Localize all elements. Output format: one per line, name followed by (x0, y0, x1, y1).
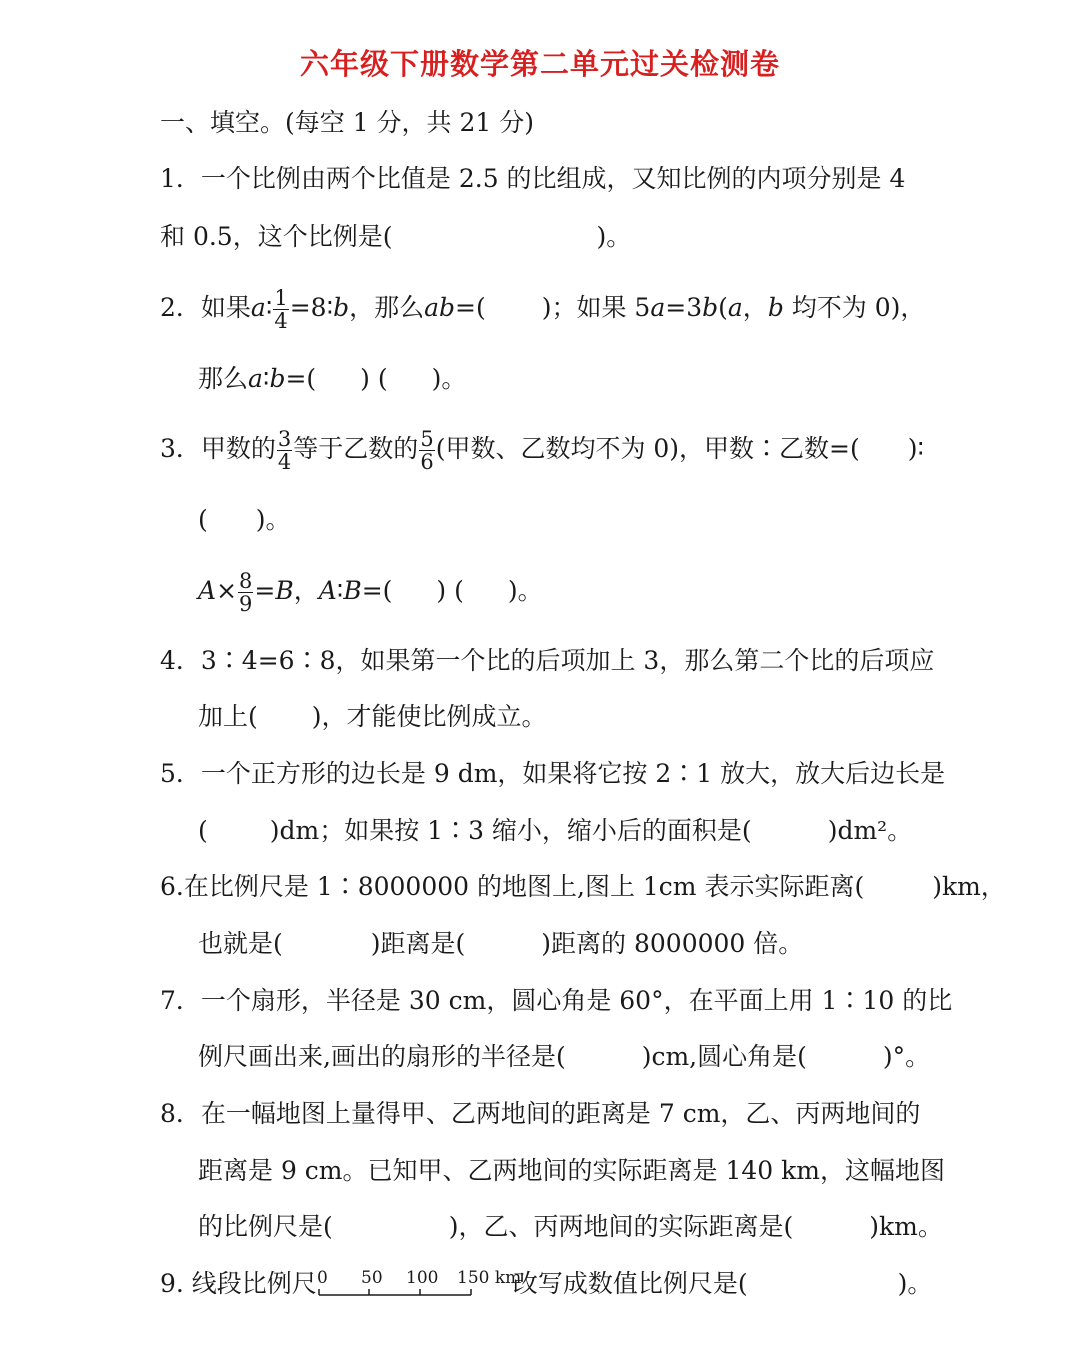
question-3-line-2 (198, 503, 291, 537)
q5-text: )dm；如果按 1∶3 缩小，缩小后的面积是( (269, 816, 752, 845)
var-a: a (650, 293, 666, 322)
var-a: a (727, 293, 743, 322)
q2-text: )。 (431, 364, 467, 393)
fraction-denominator: 9 (239, 592, 253, 616)
q2-text: ( (718, 293, 728, 322)
q9-text: 改写成数值比例尺是( (512, 1269, 748, 1298)
question-4-line-2 (198, 700, 547, 734)
q6-text: )距离是( (370, 929, 466, 958)
q7-text: )cm,圆心角是( (641, 1042, 807, 1071)
q3-text: )。 (255, 505, 291, 534)
q9-text: 9. 线段比例尺 (160, 1269, 317, 1298)
q8-text: )，乙、丙两地间的实际距离是( (448, 1212, 794, 1241)
q3-text: ) ( (436, 576, 464, 605)
var-a: a (250, 293, 266, 322)
ratio-colon: ∶ (265, 293, 273, 322)
question-7-line-1: 7．一个扇形，半径是 30 cm，圆心角是 60°，在平面上用 1∶10 的比 (160, 986, 953, 1015)
scale-label-50: 50 (360, 1267, 383, 1288)
question-3-line-3 (198, 570, 543, 615)
question-8-line-1: 8．在一幅地图上量得甲、乙两地间的距离是 7 cm，乙、丙两地间的 (160, 1099, 921, 1128)
fraction-denominator: 4 (277, 450, 292, 474)
q3-text: )∶ (907, 434, 925, 463)
q4-text: )，才能使比例成立。 (311, 702, 547, 731)
q2-text: =8∶ (289, 293, 334, 322)
q6-text: 也就是( (198, 929, 283, 958)
var-A: A (198, 576, 217, 605)
times-sign: × (216, 576, 238, 605)
q9-text: )。 (897, 1269, 933, 1298)
q2-text: 那么 (198, 364, 249, 393)
scale-label-0: 0 (316, 1267, 328, 1288)
q2-text: ) ( (360, 364, 388, 393)
q3-text: 甲数的 (200, 434, 276, 463)
var-B: B (275, 576, 294, 605)
q1-text-b: )。 (596, 222, 632, 251)
question-4-line-1: 4．3∶4=6∶8，如果第一个比的后项加上 3，那么第二个比的后项应 (160, 646, 935, 675)
q7-text: 例尺画出来,画出的扇形的半径是( (198, 1042, 566, 1071)
question-2-line-1 (160, 287, 925, 332)
var-b: b (767, 293, 784, 322)
question-1-line-1: 1．一个比例由两个比值是 2.5 的比组成，又知比例的内项分别是 4 (160, 164, 906, 193)
q8-text: )km。 (869, 1212, 943, 1241)
section-heading: 一、填空。(每空 1 分，共 21 分) (160, 108, 535, 137)
q2-text: ， (742, 293, 768, 322)
var-b: b (269, 364, 286, 393)
scale-label-150km: 150 km (456, 1267, 522, 1288)
fraction-1-4 (273, 287, 288, 332)
q3-number: 3． (160, 434, 201, 463)
question-1-line-2 (160, 220, 631, 254)
fraction-3-4 (277, 428, 292, 473)
q4-text: 加上( (198, 702, 258, 731)
ratio-colon: ∶ (262, 364, 270, 393)
question-8-line-3 (198, 1210, 943, 1244)
question-2-line-2 (198, 362, 466, 396)
fraction-8-9 (238, 570, 253, 615)
fraction-denominator: 4 (274, 309, 288, 333)
question-5-line-2 (198, 814, 912, 848)
line-scale-bar (316, 1267, 522, 1303)
q2-text: =( (455, 293, 486, 322)
var-a: a (248, 364, 263, 393)
fraction-numerator: 8 (239, 569, 253, 593)
q3-text: 等于乙数的 (293, 434, 419, 463)
q2-text: )；如果 5 (541, 293, 651, 322)
fraction-denominator: 6 (420, 450, 434, 474)
equals-sign: = (254, 576, 276, 605)
question-5-line-1: 5．一个正方形的边长是 9 dm，如果将它按 2∶1 放大，放大后边长是 (160, 759, 946, 788)
question-6-line-1 (160, 870, 1006, 904)
q5-text: )dm²。 (827, 816, 913, 845)
q3-text: ， (293, 576, 319, 605)
q3-text: )。 (507, 576, 543, 605)
q3-text: (甲数、乙数均不为 0)，甲数∶乙数=( (435, 434, 860, 463)
q2-text: =3 (665, 293, 703, 322)
q6-text: )km， (932, 872, 1006, 901)
scale-bar-graphic (316, 1267, 522, 1303)
q3-text: =( (361, 576, 393, 605)
fraction-numerator: 1 (274, 286, 288, 310)
q2-text: =( (285, 364, 317, 393)
question-7-line-2 (198, 1040, 930, 1074)
question-9-line-1 (160, 1267, 932, 1303)
var-ab: ab (424, 293, 456, 322)
question-8-line-2: 距离是 9 cm。已知甲、乙两地间的实际距离是 140 km，这幅地图 (198, 1156, 945, 1185)
var-b: b (702, 293, 719, 322)
q2-text: 如果 (200, 293, 251, 322)
q8-text: 的比例尺是( (198, 1212, 333, 1241)
ratio-colon: ∶ (336, 576, 344, 605)
q3-text: ( (198, 505, 208, 534)
q6-text: )距离的 8000000 倍。 (541, 929, 804, 958)
var-b: b (333, 293, 350, 322)
q2-number: 2． (160, 293, 201, 322)
question-6-line-2 (198, 927, 803, 961)
q7-text: )°。 (882, 1042, 931, 1071)
page-title: 六年级下册数学第二单元过关检测卷 (299, 47, 780, 81)
question-3-line-1 (160, 428, 924, 473)
fraction-numerator: 3 (277, 427, 292, 451)
q6-text: 6.在比例尺是 1∶8000000 的地图上,图上 1cm 表示实际距离( (160, 872, 865, 901)
fraction-numerator: 5 (420, 427, 434, 451)
q5-text: ( (198, 816, 208, 845)
q1-text-a: 和 0.5，这个比例是( (160, 222, 393, 251)
scale-label-100: 100 (405, 1267, 439, 1288)
var-B: B (343, 576, 362, 605)
var-A: A (318, 576, 337, 605)
q2-text: 均不为 0)， (783, 293, 926, 322)
fraction-5-6 (419, 428, 434, 473)
q2-text: ，那么 (349, 293, 425, 322)
